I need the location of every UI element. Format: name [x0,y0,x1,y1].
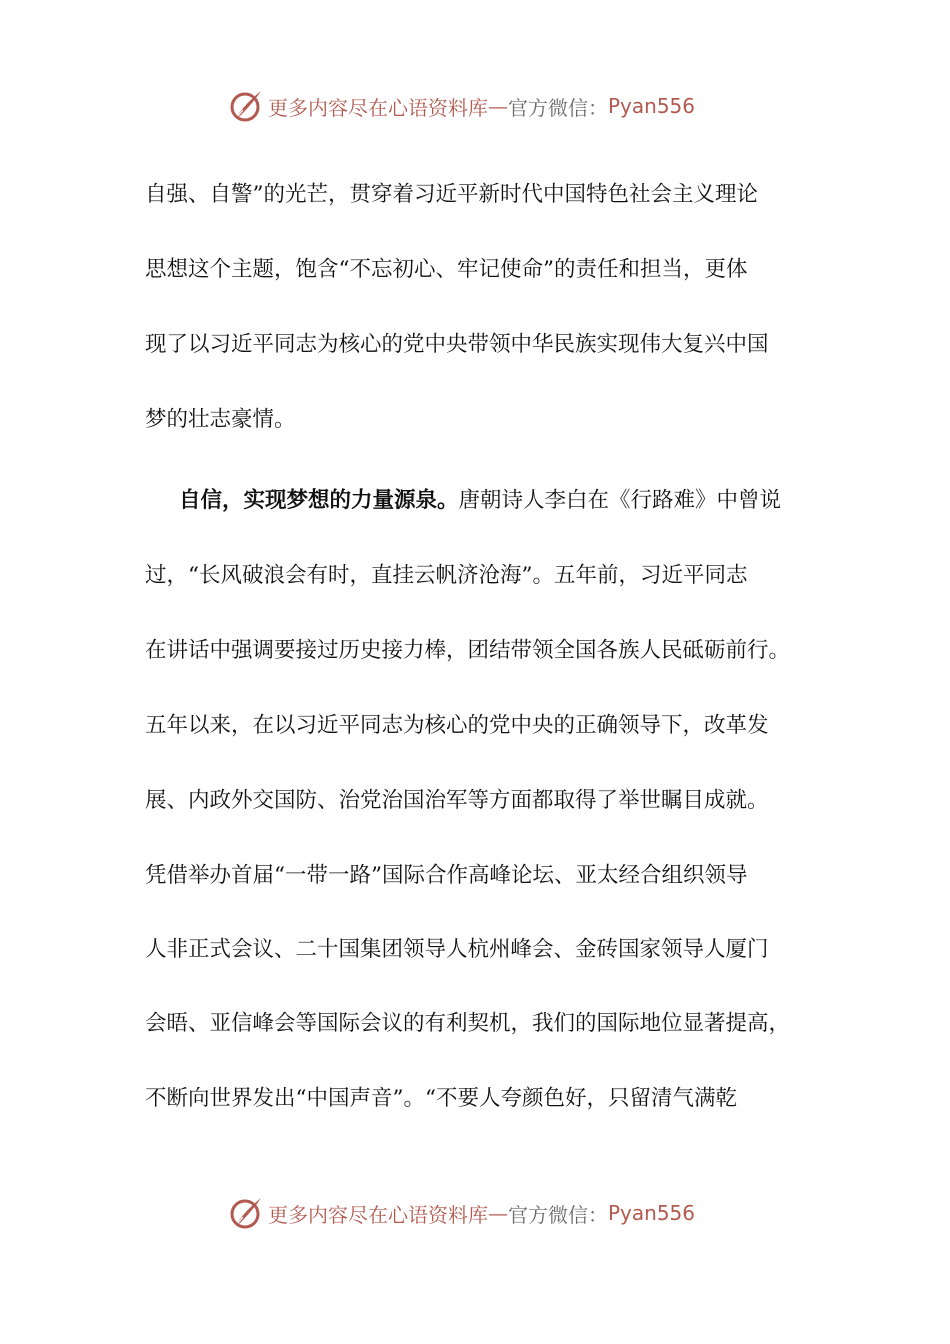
text-line: 思想这个主题，饱含“不忘初心、牢记使命”的责任和担当，更体 [145,257,748,282]
paragraph-first-line [179,486,781,516]
text-line: 过，“长风破浪会有时，直挂云帆济沧海”。五年前，习近平同志 [145,563,748,588]
banner-text: 更多内容尽在心语资料库 [268,95,488,120]
text-line: 会晤、亚信峰会等国际会议的有利契机，我们的国际地位显著提高， [145,1011,791,1036]
banner-separator: — [488,1201,508,1225]
text-line: 自强、自警”的光芒，贯穿着习近平新时代中国特色社会主义理论 [145,182,758,207]
text-line: 人非正式会议、二十国集团领导人杭州峰会、金砖国家领导人厦门 [145,937,769,962]
text-line: 梦的壮志豪情。 [145,407,296,432]
banner-text: 更多内容尽在心语资料库 [268,1202,488,1227]
quill-pen-logo-icon [228,88,264,124]
quill-pen-logo-icon [228,1195,264,1231]
wechat-label: 官方微信： [508,1202,608,1227]
banner-separator: — [488,94,508,118]
text-line: 五年以来，在以习近平同志为核心的党中央的正确领导下，改革发 [145,713,769,738]
paragraph-heading: 自信，实现梦想的力量源泉。 [179,488,459,513]
header-watermark-banner [228,86,695,126]
text-line: 不断向世界发出“中国声音”。“不要人夸颜色好，只留清气满乾 [145,1086,737,1111]
wechat-label: 官方微信： [508,95,608,120]
wechat-id: Pyan556 [608,94,696,118]
text-line: 展、内政外交国防、治党治国治军等方面都取得了举世瞩目成就。 [145,788,769,813]
text-line: 在讲话中强调要接过历史接力棒，团结带领全国各族人民砥砺前行。 [145,638,791,663]
wechat-id: Pyan556 [608,1201,696,1225]
paragraph-first-line-text: 唐朝诗人李白在《行路难》中曾说 [458,488,782,513]
footer-watermark-banner [228,1193,695,1233]
text-line: 凭借举办首届“一带一路”国际合作高峰论坛、亚太经合组织领导 [145,863,748,888]
text-line: 现了以习近平同志为核心的党中央带领中华民族实现伟大复兴中国 [145,332,769,357]
